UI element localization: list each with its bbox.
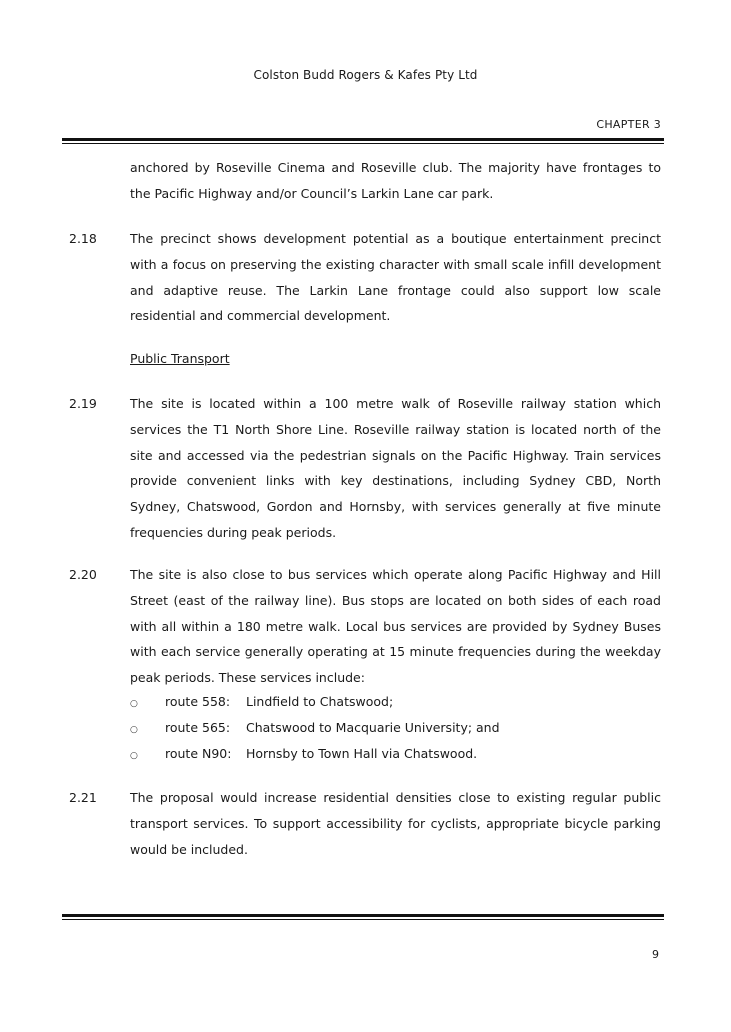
- continuation-paragraph: [130, 155, 661, 207]
- section-number-2-19: 2.19: [69, 396, 97, 411]
- subheading-public-transport: Public Transport: [130, 351, 230, 366]
- list-item: [130, 689, 661, 715]
- section-number-2-18: 2.18: [69, 231, 97, 246]
- section-2-21-paragraph: [130, 785, 661, 862]
- header-chapter: CHAPTER 3: [596, 118, 661, 131]
- footer-divider: [62, 914, 664, 920]
- section-2-20-paragraph: [130, 562, 661, 691]
- bus-route-list: [130, 689, 661, 766]
- bullet-circle-icon: ○: [130, 750, 138, 761]
- list-item: [130, 715, 661, 741]
- continuation-text: anchored by Roseville Cinema and Roseville club. The majority have frontages to the Pacific Highway and/or Council’s Larkin Lane car park.: [130, 160, 661, 201]
- section-2-19-paragraph: [130, 391, 661, 546]
- section-number-2-20: 2.20: [69, 567, 97, 582]
- route-number: route N90:: [165, 745, 232, 761]
- route-description: Lindfield to Chatswood;: [246, 694, 394, 709]
- page-number: 9: [652, 948, 659, 961]
- route-description: Hornsby to Town Hall via Chatswood.: [246, 745, 478, 761]
- list-item: [130, 741, 661, 767]
- route-number: route 558:: [165, 694, 231, 709]
- bullet-circle-icon: ○: [130, 724, 138, 735]
- header-company: Colston Budd Rogers & Kafes Pty Ltd: [253, 68, 478, 82]
- header-divider: [62, 138, 664, 144]
- section-number-2-21: 2.21: [69, 790, 97, 805]
- section-2-18-paragraph: [130, 226, 661, 329]
- section-2-19-text: The site is located within a 100 metre walk of Roseville railway station which services the T1 North Shore Line. Roseville railway station is located north of the site and accessed via the pedestrian signals on the Pacific Highway. Train services provide convenient links with key destinations, including Sydney CBD, North Sydney, Chatswood, Gordon and Hornsby, with services generally at five minute frequencies during peak periods.: [130, 396, 661, 540]
- section-2-18-text: The precinct shows development potential as a boutique entertainment precinct with a focus on preserving the existing character with small scale infill development and adaptive reuse. The Larkin Lane frontage could also support low scale residential and commercial development.: [130, 231, 661, 324]
- route-number: route 565:: [165, 719, 231, 735]
- route-description: Chatswood to Macquarie University; and: [246, 719, 500, 735]
- section-2-20-text: The site is also close to bus services which operate along Pacific Highway and Hill Street (east of the railway line). Bus stops are located on both sides of each road with all within a 180 metre walk. Local bus services are provided by Sydney Buses with each service generally operating at 15 minute frequencies during the weekday peak periods. These services include:: [130, 567, 661, 686]
- bullet-circle-icon: ○: [130, 699, 138, 709]
- section-2-21-text: The proposal would increase residential densities close to existing regular public transport services. To support accessibility for cyclists, appropriate bicycle parking would be included.: [130, 790, 661, 857]
